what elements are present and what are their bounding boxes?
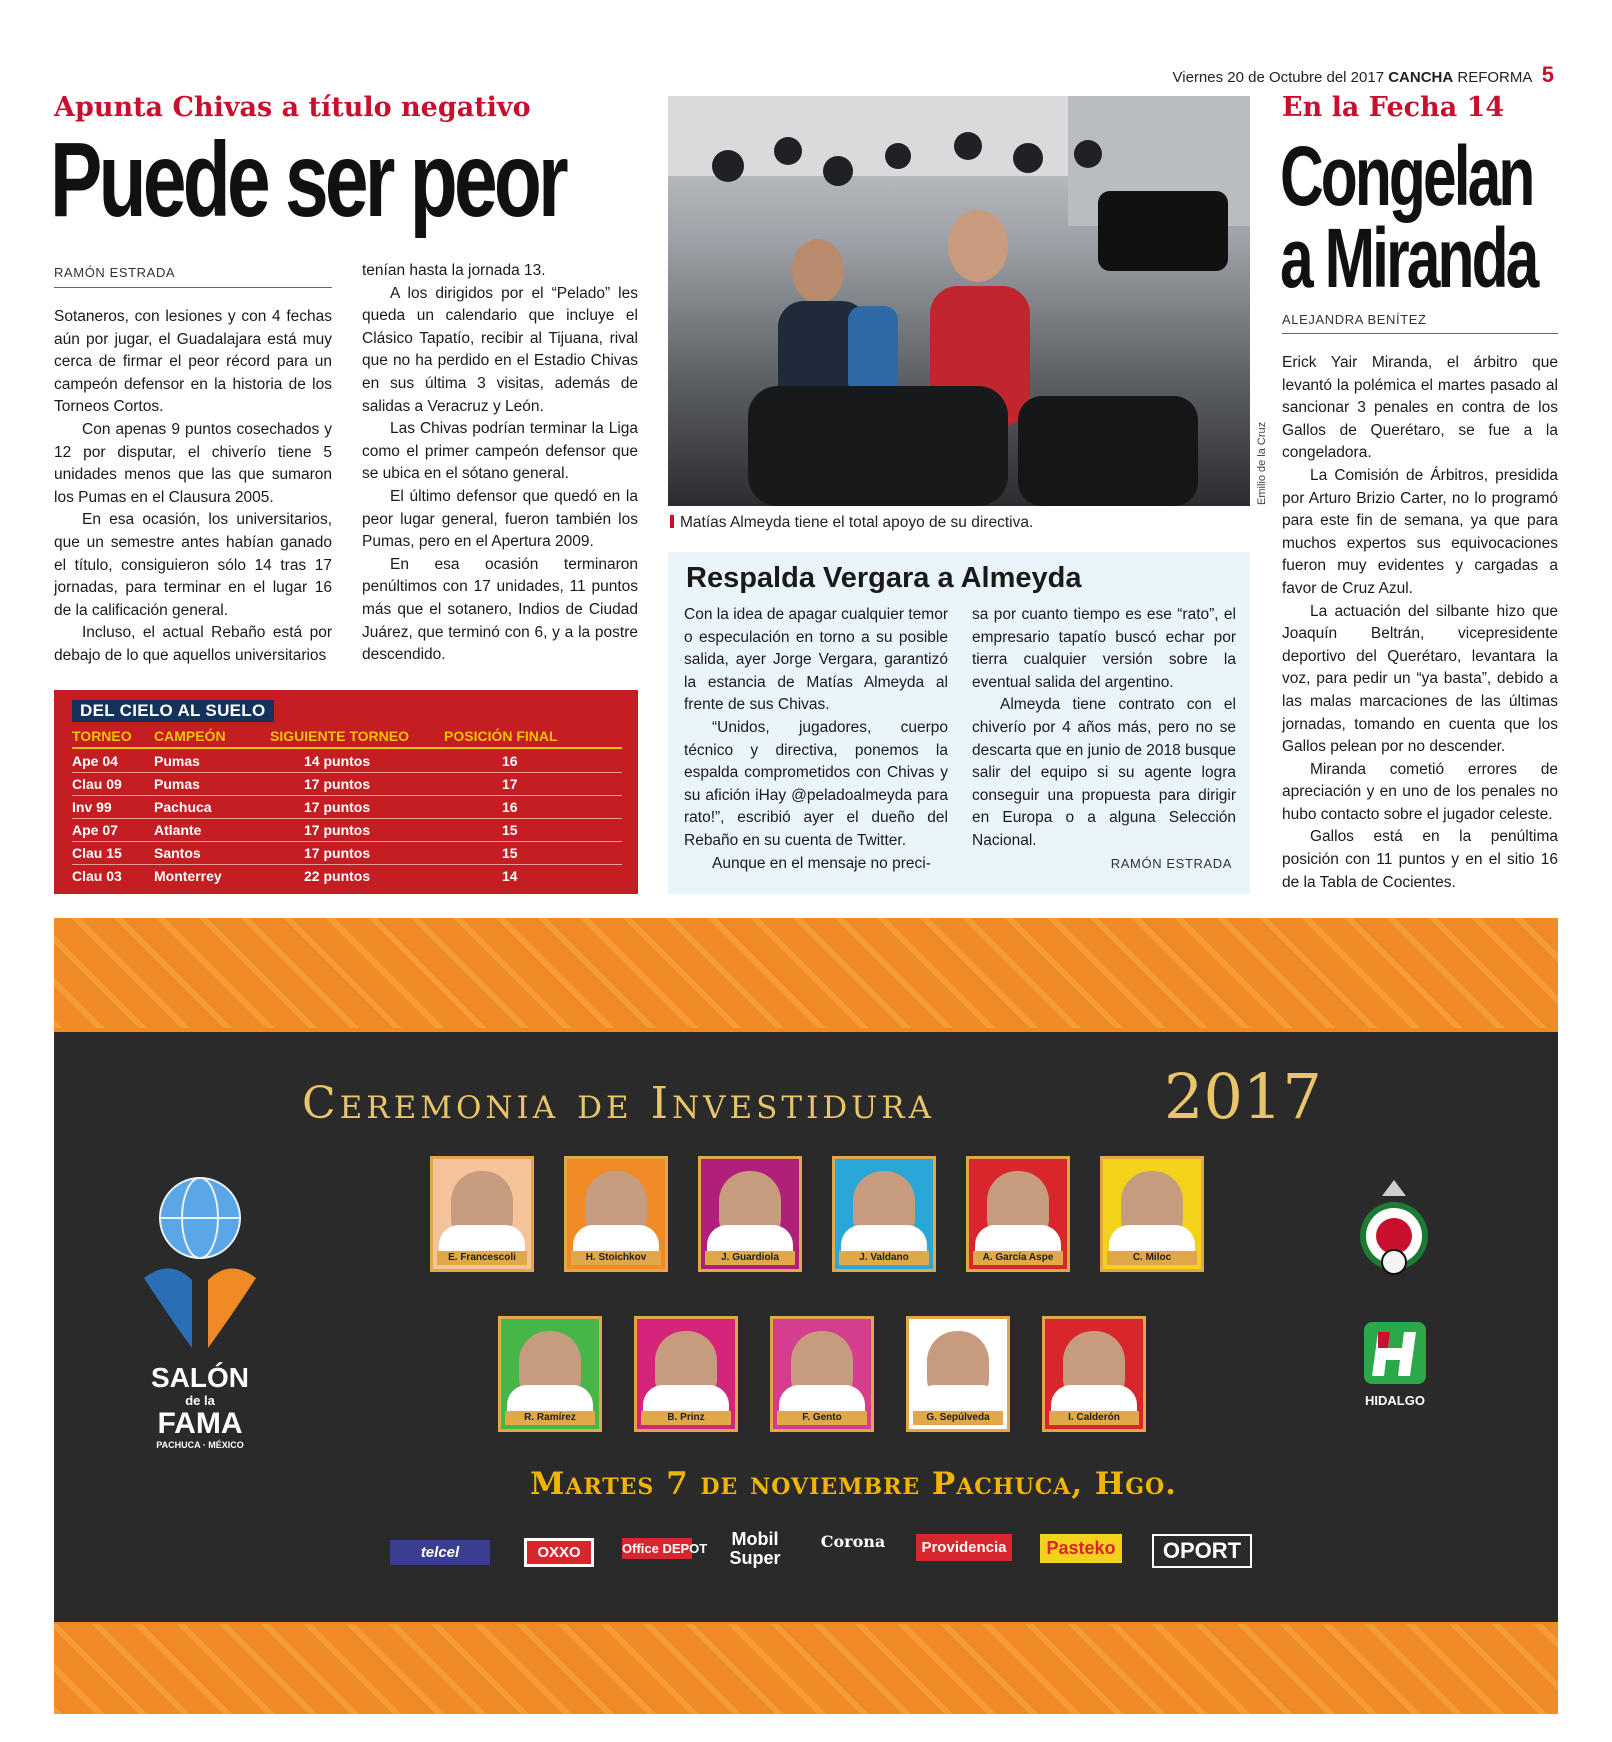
article1-paragraph: En esa ocasión, los universitarios, que un semestre antes habían ganado el título, consiguieron sólo 14 tras 17 jornadas, para terminar en el lugar 16 de la calificación general. bbox=[54, 511, 332, 619]
inductee-card bbox=[1042, 1316, 1146, 1432]
ad-year: 2017 bbox=[1164, 1060, 1322, 1133]
table-cell: Santos bbox=[154, 845, 201, 861]
table-cell: Clau 15 bbox=[72, 845, 122, 861]
photo-caption bbox=[670, 514, 1033, 532]
table-header-cell: CAMPEÓN bbox=[154, 728, 226, 744]
article1-paragraph: A los dirigidos por el “Pelado” les queda un calendario que incluye el Clásico Tapatío, recibir al Tijuana, rival que no ha perdido en el Estadio Chivas en sus última 3 visitas, además de salidas a Veracruz y León. bbox=[362, 284, 638, 415]
ad-event-date: Martes 7 de noviembre Pachuca, Hgo. bbox=[530, 1466, 1177, 1502]
table-cell: 17 puntos bbox=[304, 799, 371, 815]
inductee-name: F. Gento bbox=[777, 1411, 867, 1425]
sponsor-logo: OPORT bbox=[1152, 1534, 1252, 1568]
photo-scene bbox=[668, 96, 1250, 506]
table-cell: Clau 03 bbox=[72, 868, 122, 884]
sidebar-box-paragraph: sa por cuanto tiempo es ese “rato”, el empresario tapatío buscó echar por tierra cualquier versión sobre la eventual salida del argentino. bbox=[972, 606, 1236, 691]
salon-de-la-fama-logo bbox=[130, 1168, 270, 1498]
table-cell: Ape 07 bbox=[72, 822, 118, 838]
inductee-shirt bbox=[779, 1385, 865, 1411]
article2-headline-line2: a Miranda bbox=[1280, 211, 1537, 305]
inductee-shirt bbox=[841, 1225, 927, 1251]
table-cell: 14 puntos bbox=[304, 753, 371, 769]
inductee-card bbox=[966, 1156, 1070, 1272]
hall-of-fame-advertisement bbox=[54, 918, 1558, 1714]
inductee-card bbox=[770, 1316, 874, 1432]
inductee-name: E. Francescoli bbox=[437, 1251, 527, 1265]
ad-top-pattern bbox=[54, 918, 1558, 1028]
article1-byline-rule bbox=[54, 287, 332, 288]
globe-icon bbox=[130, 1168, 270, 1358]
folio-paper: REFORMA bbox=[1457, 69, 1532, 86]
table-cell: Inv 99 bbox=[72, 799, 112, 815]
table-cell: 16 bbox=[502, 799, 518, 815]
table-header-cell: TORNEO bbox=[72, 728, 132, 744]
article1-paragraph: El último defensor que quedó en la peor lugar general, fueron también los Pumas, pero en el Apertura 2009. bbox=[362, 487, 638, 551]
sponsor-logo: Corona bbox=[820, 1532, 886, 1551]
inductee-card bbox=[430, 1156, 534, 1272]
article1-kicker: Apunta Chivas a título negativo bbox=[54, 92, 531, 123]
table-row bbox=[72, 819, 622, 842]
inductee-card bbox=[698, 1156, 802, 1272]
standings-table bbox=[54, 690, 638, 894]
table-cell: 16 bbox=[502, 753, 518, 769]
table-row bbox=[72, 842, 622, 865]
article2-headline-line1: Congelan bbox=[1280, 129, 1533, 223]
inductee-shirt bbox=[643, 1385, 729, 1411]
table-cell: 17 puntos bbox=[304, 776, 371, 792]
table-cell: Pumas bbox=[154, 776, 200, 792]
inductee-shirt bbox=[1051, 1385, 1137, 1411]
inductee-name: J. Guardiola bbox=[705, 1251, 795, 1265]
table-header-row bbox=[72, 725, 622, 749]
logo-location: PACHUCA · MÉXICO bbox=[156, 1440, 244, 1450]
news-photo bbox=[668, 96, 1250, 506]
inductee-shirt bbox=[573, 1225, 659, 1251]
sponsor-logo: Providencia bbox=[916, 1534, 1012, 1561]
inductee-name: G. Sepúlveda bbox=[913, 1411, 1003, 1425]
hidalgo-h-icon bbox=[1360, 1318, 1430, 1388]
inductee-name: R. Ramírez bbox=[505, 1411, 595, 1425]
inductee-card bbox=[634, 1316, 738, 1432]
article2-paragraph: Gallos está en la penúltima posición con 11 puntos y en el sitio 16 de la Tabla de Cocientes. bbox=[1282, 828, 1558, 891]
table-cell: 15 bbox=[502, 845, 518, 861]
logo-de-la: de la bbox=[185, 1393, 215, 1408]
caption-marker bbox=[670, 515, 674, 528]
sponsor-logo: OXXO bbox=[524, 1538, 594, 1567]
folio-page-number: 5 bbox=[1541, 62, 1554, 87]
article1-headline: Puede ser peor bbox=[50, 121, 565, 239]
page-folio bbox=[1173, 62, 1555, 88]
inductee-card bbox=[498, 1316, 602, 1432]
article2-paragraph: Erick Yair Miranda, el árbitro que levantó la polémica el martes pasado al sancionar 3 penales en contra de los Gallos de Querétaro, se fue a la congeladora. bbox=[1282, 354, 1558, 462]
sidebar-box-paragraph: Almeyda tiene contrato con el chiverío por 4 años más, pero no se descarta que en junio de 2018 busque salir del equipo si su agente logra conseguir una propuesta para dirigir en Europa o a alguna Selección Nacional. bbox=[972, 696, 1236, 849]
article1-paragraph: Las Chivas podrían terminar la Liga como el primer campeón defensor que se ubica en el sótano general. bbox=[362, 420, 638, 483]
crest-icon bbox=[1354, 1176, 1434, 1286]
article1-byline: RAMÓN ESTRADA bbox=[54, 265, 176, 280]
sidebar-box-paragraph: Con la idea de apagar cualquier temor o especulación en torno a su posible salida, ayer Jorge Vergara, garantizó la estancia de Matías Almeyda al frente de sus Chivas. bbox=[684, 606, 948, 714]
table-row bbox=[72, 796, 622, 819]
mexico-federation-crest bbox=[1354, 1176, 1434, 1286]
ad-title: Ceremonia de Investidura bbox=[302, 1078, 936, 1129]
sidebar-box-paragraph: Aunque en el mensaje no preci- bbox=[712, 854, 931, 872]
table-row bbox=[72, 773, 622, 796]
inductee-shirt bbox=[507, 1385, 593, 1411]
article2-paragraph: La actuación del silbante hizo que Joaquín Beltrán, vicepresidente deportivo del Querétaro, levantara la voz, para pedir un “ya basta”, debido a las malas marcaciones de las últimas jornadas, tomando en cuenta que los Gallos pelean por no descender. bbox=[1282, 602, 1558, 756]
table-cell: 22 puntos bbox=[304, 868, 371, 884]
table-cell: Ape 04 bbox=[72, 753, 118, 769]
hidalgo-logo bbox=[1350, 1318, 1440, 1408]
article2-byline: ALEJANDRA BENÍTEZ bbox=[1282, 312, 1427, 327]
hidalgo-label: HIDALGO bbox=[1365, 1393, 1425, 1408]
inductee-name: A. García Aspe bbox=[973, 1251, 1063, 1265]
photo-credit: Emilio de la Cruz bbox=[1256, 421, 1268, 505]
article1-paragraph: Con apenas 9 puntos cosechados y 12 por disputar, el chiverío tiene 5 unidades menos que las que sumaron los Pumas en el Clausura 2005. bbox=[54, 420, 332, 506]
table-cell: Pachuca bbox=[154, 799, 212, 815]
article2-byline-rule bbox=[1282, 333, 1558, 334]
sponsor-logo: Office DEPOT bbox=[622, 1538, 692, 1559]
table-cell: 14 bbox=[502, 868, 518, 884]
article2-paragraph: La Comisión de Árbitros, presidida por Arturo Brizio Carter, no lo programó para este fin de semana, ya que para muchos expertos sus equivocaciones fueron muy evidentes y cargadas a favor de Cruz Azul. bbox=[1282, 466, 1558, 597]
inductee-name: B. Prinz bbox=[641, 1411, 731, 1425]
article1-column-1 bbox=[54, 306, 332, 668]
folio-date: Viernes 20 de Octubre del 2017 bbox=[1172, 69, 1385, 86]
table-cell: 15 bbox=[502, 822, 518, 838]
table-cell: Pumas bbox=[154, 753, 200, 769]
inductee-shirt bbox=[975, 1225, 1061, 1251]
sidebar-box-column-2 bbox=[972, 604, 1236, 853]
inductee-shirt bbox=[707, 1225, 793, 1251]
inductee-name: C. Miloc bbox=[1107, 1251, 1197, 1265]
logo-fama: FAMA bbox=[157, 1407, 243, 1440]
sponsor-logo: telcel bbox=[390, 1540, 490, 1565]
inductee-shirt bbox=[439, 1225, 525, 1251]
sponsor-logo: Mobil Super bbox=[729, 1529, 781, 1568]
inductee-name: H. Stoichkov bbox=[571, 1251, 661, 1265]
table-cell: 17 puntos bbox=[304, 845, 371, 861]
article2-paragraph: Miranda cometió errores de apreciación y en uno de los penales no hubo contacto sobre el jugador celeste. bbox=[1282, 760, 1558, 823]
sidebar-box bbox=[668, 552, 1250, 894]
inductee-card bbox=[564, 1156, 668, 1272]
table-cell: Atlante bbox=[154, 822, 202, 838]
logo-salon: SALÓN bbox=[151, 1362, 249, 1393]
inductee-card bbox=[1100, 1156, 1204, 1272]
inductee-shirt bbox=[1109, 1225, 1195, 1251]
article2-column bbox=[1282, 352, 1558, 894]
inductee-shirt bbox=[915, 1385, 1001, 1411]
caption-text: Matías Almeyda tiene el total apoyo de su directiva. bbox=[680, 514, 1034, 531]
folio-section: CANCHA bbox=[1388, 69, 1454, 86]
sidebar-box-paragraph: “Unidos, jugadores, cuerpo técnico y directiva, ponemos la espalda comprometidos con Chivas y su afición iHay @peladoalmeyda para rato!”, escribió ayer el dueño del Rebaño en su cuenta de Twitter. bbox=[684, 718, 948, 849]
table-cell: 17 puntos bbox=[304, 822, 371, 838]
inductee-name: I. Calderón bbox=[1049, 1411, 1139, 1425]
article2-kicker: En la Fecha 14 bbox=[1282, 92, 1505, 123]
inductee-card bbox=[832, 1156, 936, 1272]
article1-paragraph: Incluso, el actual Rebaño está por debajo de lo que aquellos universitarios bbox=[54, 624, 332, 664]
article1-paragraph: Sotaneros, con lesiones y con 4 fechas aún por jugar, el Guadalajara está muy cerca de firmar el peor récord para un campeón defensor en la historia de los Torneos Cortos. bbox=[54, 308, 332, 416]
article1-paragraph: tenían hasta la jornada 13. bbox=[362, 262, 546, 279]
article1-paragraph: En esa ocasión terminaron penúltimos con 17 unidades, 11 puntos más que el sotanero, Indios de Ciudad Juárez, que terminó con 6, y a la postre descendido. bbox=[362, 555, 638, 664]
table-cell: Monterrey bbox=[154, 868, 222, 884]
article1-column-2 bbox=[362, 260, 638, 667]
table-cell: Clau 09 bbox=[72, 776, 122, 792]
ad-bottom-pattern bbox=[54, 1624, 1558, 1714]
table-title: DEL CIELO AL SUELO bbox=[72, 700, 274, 722]
table-header-cell: SIGUIENTE TORNEO bbox=[270, 728, 409, 744]
sidebar-box-byline: RAMÓN ESTRADA bbox=[1110, 856, 1232, 871]
sidebar-box-column-1 bbox=[684, 604, 948, 875]
inductee-name: J. Valdano bbox=[839, 1251, 929, 1265]
sidebar-box-title: Respalda Vergara a Almeyda bbox=[686, 562, 1082, 594]
table-cell: 17 bbox=[502, 776, 518, 792]
sponsor-logo: Pasteko bbox=[1040, 1534, 1122, 1563]
table-row bbox=[72, 865, 622, 887]
table-row bbox=[72, 750, 622, 773]
inductee-card bbox=[906, 1316, 1010, 1432]
table-header-cell: POSICIÓN FINAL bbox=[444, 728, 558, 744]
